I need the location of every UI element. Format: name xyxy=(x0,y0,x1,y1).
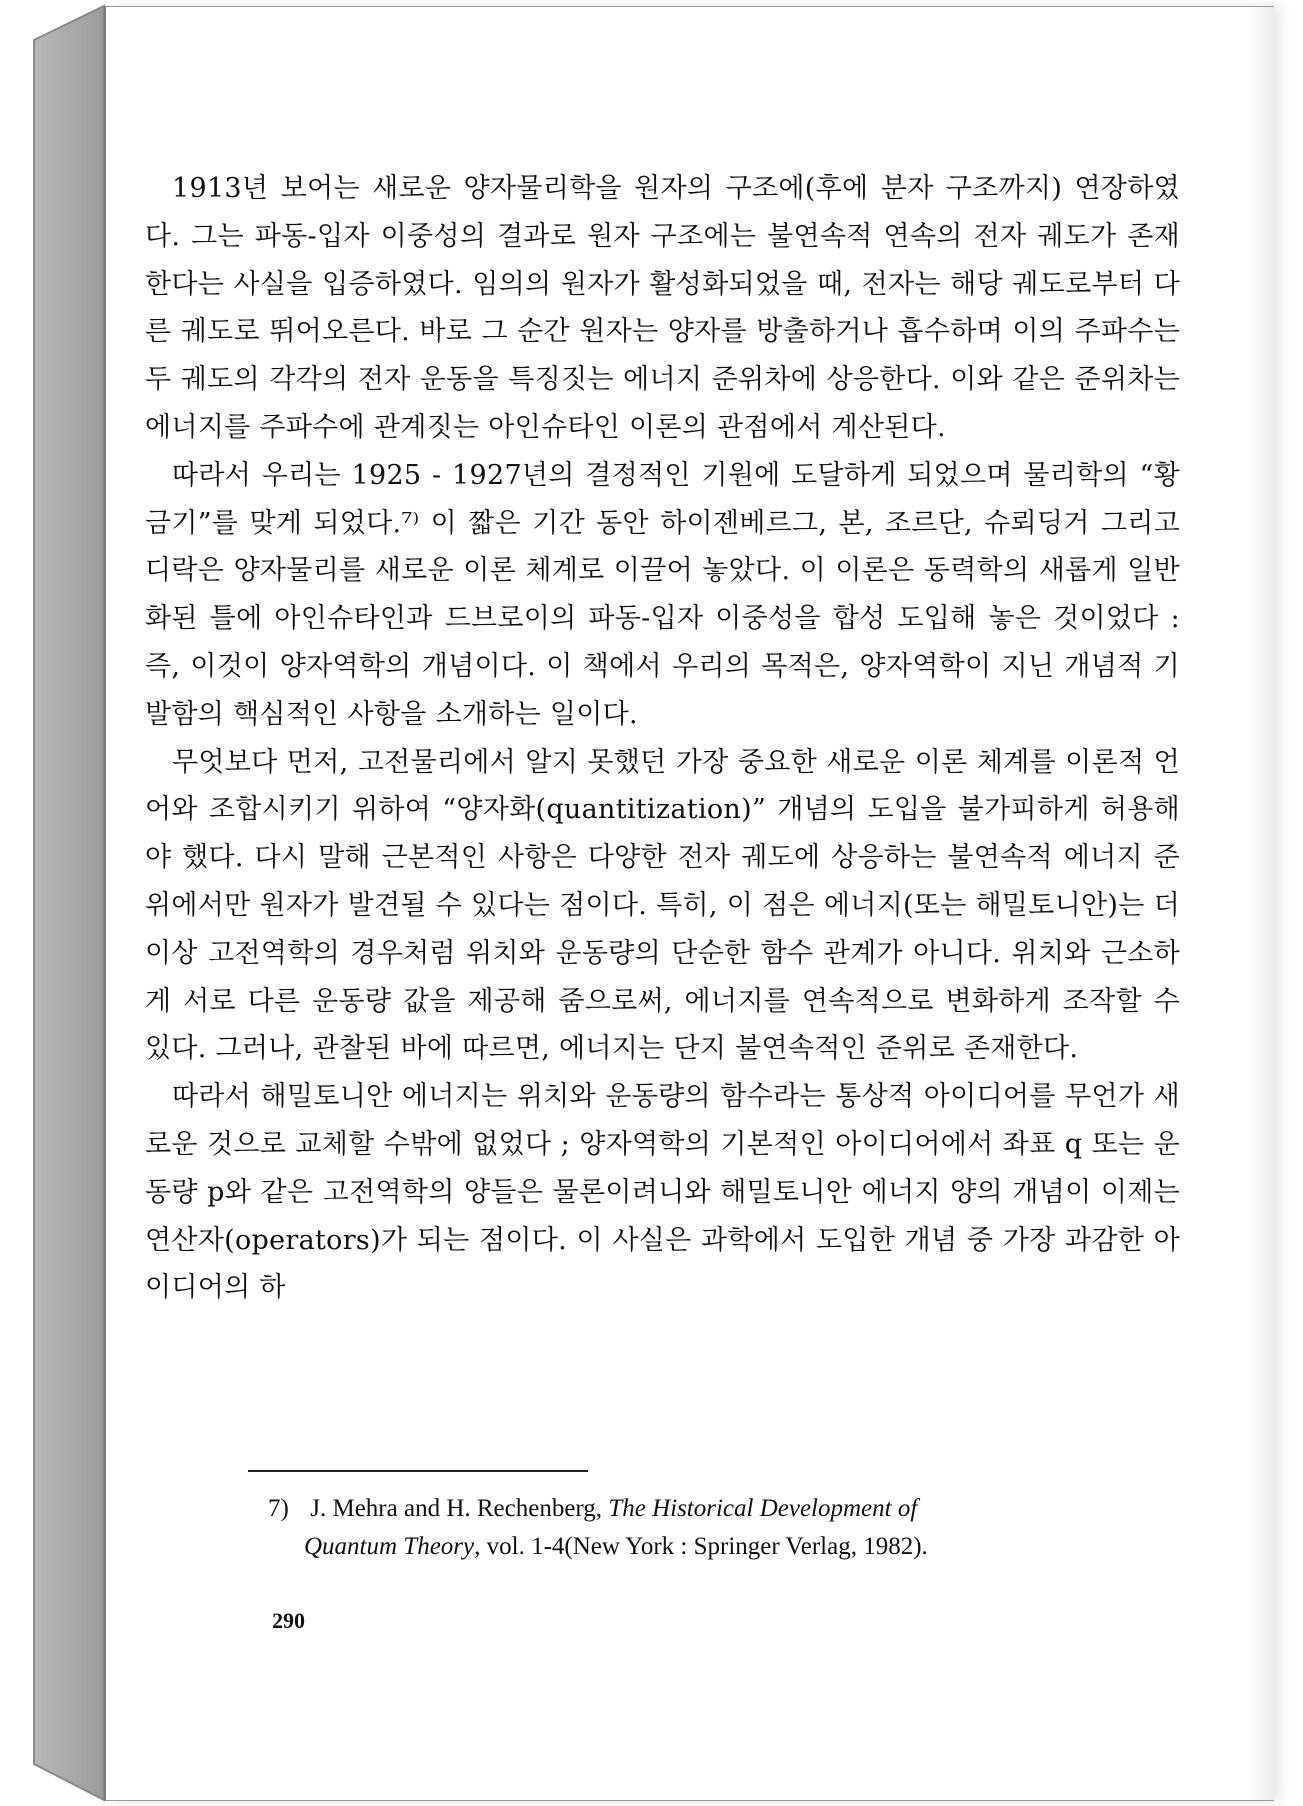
footnote-title-1: The Historical Development of xyxy=(608,1495,918,1522)
footnote xyxy=(268,1490,1188,1566)
paragraph-1: 1913년 보어는 새로운 양자물리학을 원자의 구조에(후에 분자 구조까지) 연장하였다. 그는 파동-입자 이중성의 결과로 원자 구조에는 불연속적 연속의 전자 궤도가 존재한다는 사실을 입증하였다. 임의의 원자가 활성화되었을 때, 전자는 해당 궤도로부터 다른 궤도로 뛰어오른다. 바로 그 순간 원자는 양자를 방출하거나 흡수하며 이의 주파수는 두 궤도의 각각의 전자 운동을 특징짓는 에너지 준위차에 상응한다. 이와 같은 준위차는 에너지를 주파수에 관계짓는 아인슈타인 이론의 관점에서 계산된다. xyxy=(145,173,1180,443)
page-number: 290 xyxy=(272,1608,305,1633)
footnote-rule xyxy=(248,1470,588,1472)
paragraph-4: 따라서 해밀토니안 에너지는 위치와 운동량의 함수라는 통상적 아이디어를 무언가 새로운 것으로 교체할 수밖에 없었다 ; 양자역학의 기본적인 아이디어에서 좌표 q 또는 운동량 p와 같은 고전역학의 양들은 물론이려니와 해밀토니안 에너지 양의 개념이 이제는 연산자(operators)가 되는 점이다. 이 사실은 과학에서 도입한 개념 중 가장 과감한 아이디어의 하 xyxy=(145,1081,1180,1304)
footnote-title-2: Quantum Theory xyxy=(304,1533,475,1560)
footnote-line-1 xyxy=(268,1490,1188,1528)
footnote-authors: J. Mehra and H. Rechenberg, xyxy=(310,1495,603,1522)
footnote-line-2 xyxy=(268,1528,1188,1566)
page-shadow xyxy=(1248,7,1274,1800)
footnote-number: 7) xyxy=(268,1495,289,1522)
body-text xyxy=(145,165,1180,1312)
footnote-rest: , vol. 1-4(New York : Springer Verlag, 1982). xyxy=(474,1533,928,1560)
paragraph-3: 무엇보다 먼저, 고전물리에서 알지 못했던 가장 중요한 새로운 이론 체계를 이론적 언어와 조합시키기 위하여 “양자화(quantitization)” 개념의 도입을 불가피하게 허용해야 했다. 다시 말해 근본적인 사항은 다양한 전자 궤도에 상응하는 불연속적 에너지 준위에서만 원자가 발견될 수 있다는 점이다. 특히, 이 점은 에너지(또는 해밀토니안)는 더이상 고전역학의 경우처럼 위치와 운동량의 단순한 함수 관계가 아니다. 위치와 근소하게 서로 다른 운동량 값을 제공해 줌으로써, 에너지를 연속적으로 변화하게 조작할 수 있다. 그러나, 관찰된 바에 따르면, 에너지는 단지 불연속적인 준위로 존재한다. xyxy=(145,746,1180,1065)
paragraph-2: 따라서 우리는 1925 - 1927년의 결정적인 기원에 도달하게 되었으며 물리학의 “황금기”를 맞게 되었다.⁷⁾ 이 짧은 기간 동안 하이젠베르그, 본, 조르단, 슈뢰딩거 그리고 디락은 양자물리를 새로운 이론 체계로 이끌어 놓았다. 이 이론은 동력학의 새롭게 일반화된 틀에 아인슈타인과 드브로이의 파동-입자 이중성을 합성 도입해 놓은 것이었다 : 즉, 이것이 양자역학의 개념이다. 이 책에서 우리의 목적은, 양자역학이 지닌 개념적 기발함의 핵심적인 사항을 소개하는 일이다. xyxy=(145,459,1180,730)
